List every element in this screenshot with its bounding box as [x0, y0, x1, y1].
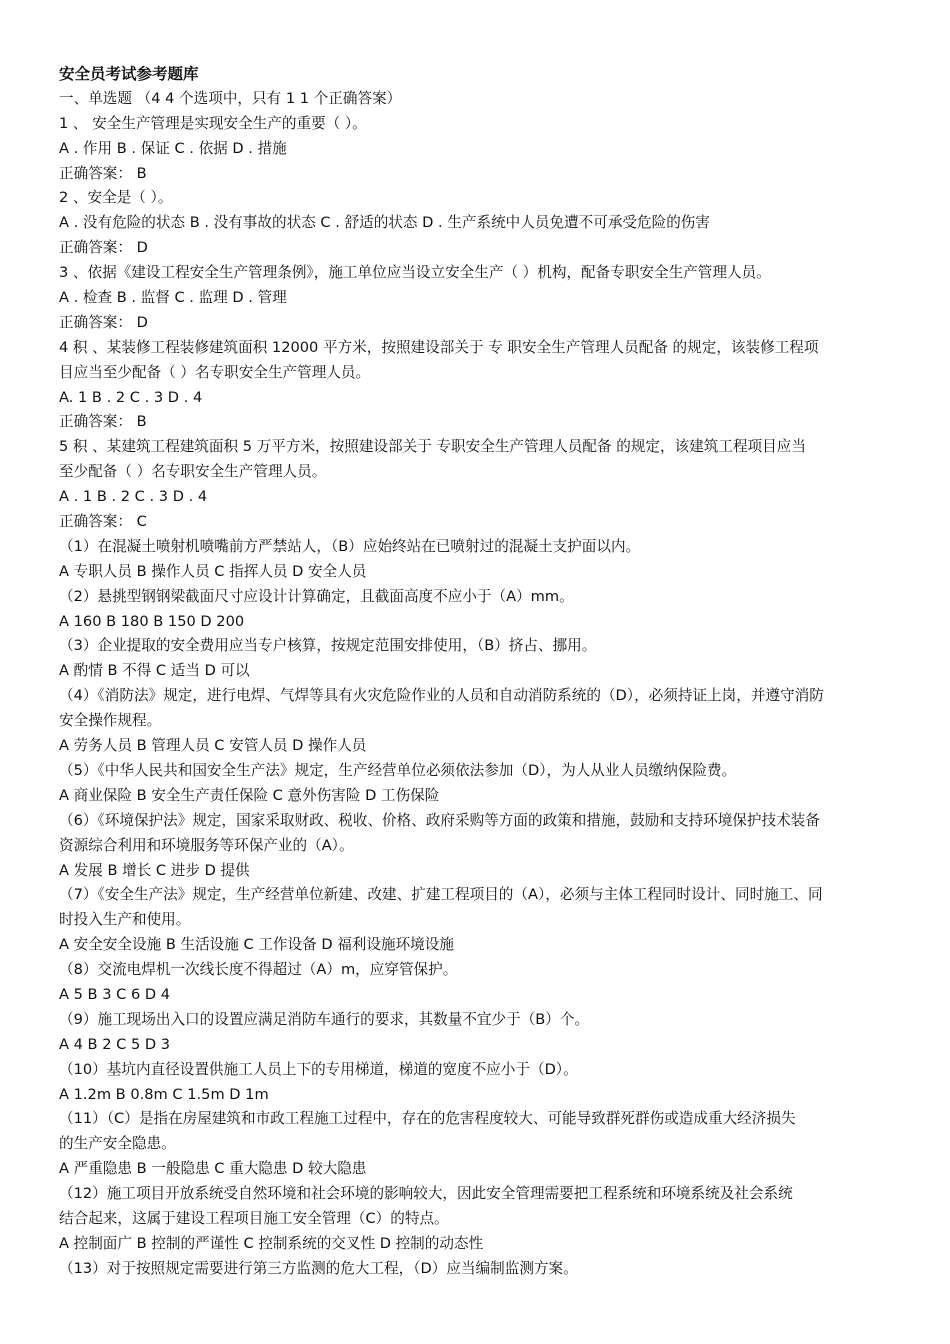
- item-4-options: A 劳务人员 B 管理人员 C 安管人员 D 操作人员: [59, 737, 367, 755]
- question-1-answer: 正确答案： B: [59, 164, 147, 182]
- item-9-options: A 4 B 2 C 5 D 3: [59, 1035, 171, 1053]
- item-4-continued: 安全操作规程。: [59, 712, 162, 730]
- question-3-answer: 正确答案： D: [59, 313, 148, 331]
- section-heading: 一、单选题 （4 4 个选项中，只有 1 1 个正确答案）: [59, 89, 402, 107]
- document-title: 安全员考试参考题库: [59, 65, 199, 83]
- item-6-continued: 资源综合利用和环境服务等环保产业的（A）。: [59, 836, 354, 854]
- item-10-options: A 1.2m B 0.8m C 1.5m D 1m: [59, 1085, 269, 1103]
- question-4-continued: 目应当至少配备（ ）名专职安全生产管理人员。: [59, 363, 371, 381]
- question-5-continued: 至少配备（ ）名专职安全生产管理人员。: [59, 463, 327, 481]
- item-1: （1）在混凝土喷射机喷嘴前方严禁站人，（B）应始终站在已喷射过的混凝土支护面以内。: [59, 537, 641, 555]
- item-3-options: A 酌情 B 不得 C 适当 D 可以: [59, 662, 250, 680]
- question-3-options: A . 检查 B . 监督 C . 监理 D . 管理: [59, 289, 287, 307]
- item-13: （13）对于按照规定需要进行第三方监测的危大工程，（D）应当编制监测方案。: [59, 1259, 578, 1277]
- question-2-answer: 正确答案： D: [59, 239, 148, 257]
- question-1: 1 、 安全生产管理是实现安全生产的重要（ ）。: [59, 114, 367, 132]
- item-5-options: A 商业保险 B 安全生产责任保险 C 意外伤害险 D 工伤保险: [59, 786, 440, 804]
- item-7: （7）《安全生产法》规定，生产经营单位新建、改建、扩建工程项目的（A），必须与主体工程同时设计、同时施工、同: [59, 886, 823, 904]
- question-5-answer: 正确答案： C: [59, 513, 147, 531]
- item-2-options: A 160 B 180 B 150 D 200: [59, 612, 245, 630]
- question-1-options: A . 作用 B . 保证 C . 依据 D . 措施: [59, 139, 287, 157]
- item-12: （12）施工项目开放系统受自然环境和社会环境的影响较大，因此安全管理需要把工程系统和环境系统及社会系统: [59, 1185, 793, 1203]
- item-12-continued: 结合起来，这属于建设工程项目施工安全管理（C）的特点。: [59, 1209, 449, 1227]
- item-1-options: A 专职人员 B 操作人员 C 指挥人员 D 安全人员: [59, 562, 367, 580]
- question-4-options: A. 1 B . 2 C . 3 D . 4: [59, 388, 203, 406]
- item-12-options: A 控制面广 B 控制的严谨性 C 控制系统的交叉性 D 控制的动态性: [59, 1234, 484, 1252]
- item-8-options: A 5 B 3 C 6 D 4: [59, 985, 171, 1003]
- question-5-options: A . 1 B . 2 C . 3 D . 4: [59, 488, 208, 506]
- document-body: [59, 62, 897, 1282]
- item-7-continued: 时投入生产和使用。: [59, 911, 191, 929]
- item-9: （9）施工现场出入口的设置应满足消防车通行的要求，其数量不宜少于（B）个。: [59, 1010, 590, 1028]
- item-11: （11）（C）是指在房屋建筑和市政工程施工过程中，存在的危害程度较大、可能导致群死群伤或造成重大经济损失: [59, 1110, 796, 1128]
- item-7-options: A 安全安全设施 B 生活设施 C 工作设备 D 福利设施环境设施: [59, 936, 454, 954]
- item-8: （8）交流电焊机一次线长度不得超过（A）m，应穿管保护。: [59, 961, 458, 979]
- item-11-options: A 严重隐患 B 一般隐患 C 重大隐患 D 较大隐患: [59, 1160, 367, 1178]
- question-2-options: A . 没有危险的状态 B . 没有事故的状态 C . 舒适的状态 D . 生产系统中人员免遭不可承受危险的伤害: [59, 214, 710, 232]
- item-4: （4）《消防法》规定，进行电焊、气焊等具有火灾危险作业的人员和自动消防系统的（D），必须持证上岗，并遵守消防: [59, 687, 824, 705]
- question-4: 4 积 、某装修工程装修建筑面积 12000 平方米，按照建设部关于 专 职安全生产管理人员配备 的规定，该装修工程项: [59, 338, 819, 356]
- item-2: （2）悬挑型钢钢梁截面尺寸应设计计算确定，且截面高度不应小于（A）mm。: [59, 587, 574, 605]
- item-10: （10）基坑内直径设置供施工人员上下的专用梯道，梯道的宽度不应小于（D）。: [59, 1060, 578, 1078]
- item-3: （3）企业提取的安全费用应当专户核算，按规定范围安排使用，（B）挤占、挪用。: [59, 637, 597, 655]
- question-2: 2 、安全是（ ）。: [59, 189, 173, 207]
- item-6: （6）《环境保护法》规定，国家采取财政、税收、价格、政府采购等方面的政策和措施，鼓励和支持环境保护技术装备: [59, 811, 820, 829]
- question-4-answer: 正确答案： B: [59, 413, 147, 431]
- item-11-continued: 的生产安全隐患。: [59, 1135, 176, 1153]
- question-5: 5 积 、某建筑工程建筑面积 5 万平方米，按照建设部关于 专职安全生产管理人员配备 的规定，该建筑工程项目应当: [59, 438, 806, 456]
- item-5: （5）《中华人民共和国安全生产法》规定，生产经营单位必须依法参加（D），为人从业人员缴纳保险费。: [59, 761, 737, 779]
- question-3: 3 、依据《建设工程安全生产管理条例》，施工单位应当设立安全生产（ ）机构，配备专职安全生产管理人员。: [59, 264, 771, 282]
- item-6-options: A 发展 B 增长 C 进步 D 提供: [59, 861, 250, 879]
